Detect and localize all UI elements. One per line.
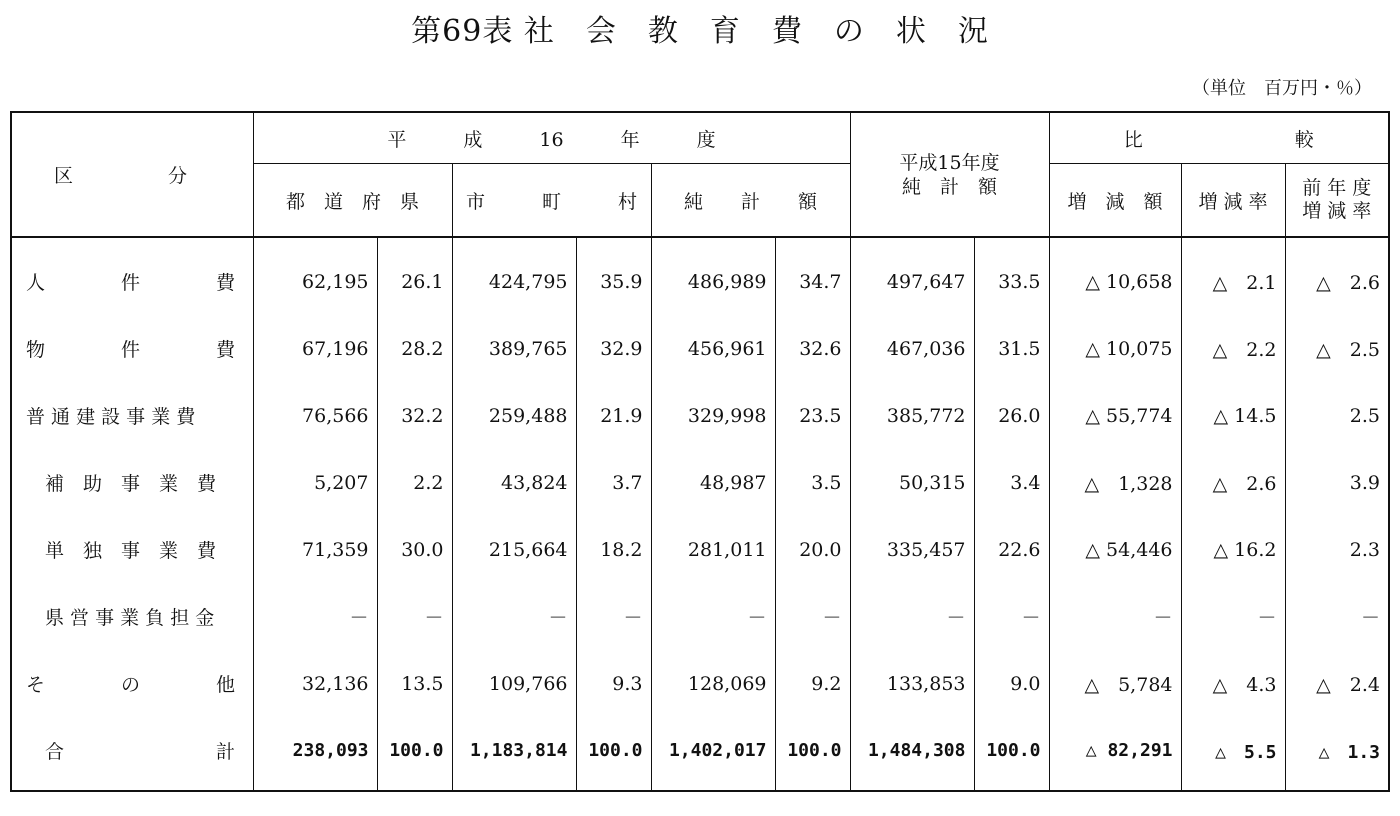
table-header xyxy=(11,112,1389,237)
cell-pref-pct: 32.2 xyxy=(377,382,452,449)
cell-muni-amount: 43,824 xyxy=(452,449,576,516)
table-row xyxy=(11,717,1389,791)
cell-pref-amount: 71,359 xyxy=(253,516,377,583)
header-zogen-gaku: 増 減 額 xyxy=(1049,164,1181,238)
cell-diff-rate: △ 5.5 xyxy=(1181,717,1285,791)
cell-muni-pct: 32.9 xyxy=(576,315,651,382)
cell-h15-pct: 26.0 xyxy=(974,382,1049,449)
cell-h15-pct: 31.5 xyxy=(974,315,1049,382)
table-row xyxy=(11,382,1389,449)
cell-h15-amount: － xyxy=(850,583,974,650)
cell-diff-amount: △ 1,328 xyxy=(1049,449,1181,516)
cell-diff-amount: － xyxy=(1049,583,1181,650)
cell-diff-amount: △ 5,784 xyxy=(1049,650,1181,717)
cell-net-pct: 32.6 xyxy=(775,315,850,382)
cell-net-amount: － xyxy=(651,583,775,650)
cell-muni-amount: 215,664 xyxy=(452,516,576,583)
cell-muni-pct: 35.9 xyxy=(576,237,651,315)
cell-net-pct: － xyxy=(775,583,850,650)
cell-net-amount: 486,989 xyxy=(651,237,775,315)
row-label: 合 計 xyxy=(26,741,236,763)
cell-h15-amount: 335,457 xyxy=(850,516,974,583)
cell-h15-amount: 385,772 xyxy=(850,382,974,449)
cell-prev-rate: △ 1.3 xyxy=(1285,717,1389,791)
cell-muni-amount: 259,488 xyxy=(452,382,576,449)
cell-pref-amount: 32,136 xyxy=(253,650,377,717)
page-title: 第69表 社 会 教 育 費 の 状 況 xyxy=(411,14,989,49)
cell-prev-rate: △ 2.5 xyxy=(1285,315,1389,382)
cell-net-amount: 1,402,017 xyxy=(651,717,775,791)
table-row xyxy=(11,315,1389,382)
cell-diff-rate: △ 4.3 xyxy=(1181,650,1285,717)
header-h15: 平成15年度 純 計 額 xyxy=(850,112,1049,237)
cell-pref-pct: 26.1 xyxy=(377,237,452,315)
cell-net-amount: 281,011 xyxy=(651,516,775,583)
cell-h15-pct: 9.0 xyxy=(974,650,1049,717)
cell-pref-pct: 2.2 xyxy=(377,449,452,516)
cell-muni-pct: 21.9 xyxy=(576,382,651,449)
row-label: 補 助 事 業 費 xyxy=(26,473,217,495)
cell-net-pct: 3.5 xyxy=(775,449,850,516)
row-label: そ の 他 xyxy=(26,674,236,696)
cell-h15-amount: 133,853 xyxy=(850,650,974,717)
cell-pref-amount: 5,207 xyxy=(253,449,377,516)
cell-diff-amount: △ 55,774 xyxy=(1049,382,1181,449)
cell-net-amount: 48,987 xyxy=(651,449,775,516)
cell-prev-rate: 3.9 xyxy=(1285,449,1389,516)
cell-prev-rate: 2.5 xyxy=(1285,382,1389,449)
row-label: 人 件 費 xyxy=(26,272,236,294)
table-body xyxy=(11,237,1389,791)
header-todofuken: 都 道 府 県 xyxy=(253,164,452,238)
header-zogen-ritsu: 増 減 率 xyxy=(1181,164,1285,238)
header-kubun: 区 分 xyxy=(11,112,253,237)
cell-pref-pct: － xyxy=(377,583,452,650)
cell-h15-amount: 50,315 xyxy=(850,449,974,516)
row-label: 単 独 事 業 費 xyxy=(26,540,217,562)
cell-net-pct: 34.7 xyxy=(775,237,850,315)
cell-muni-pct: 100.0 xyxy=(576,717,651,791)
cell-pref-pct: 13.5 xyxy=(377,650,452,717)
cell-prev-rate: △ 2.4 xyxy=(1285,650,1389,717)
table-row xyxy=(11,449,1389,516)
cell-net-amount: 329,998 xyxy=(651,382,775,449)
cell-muni-amount: 424,795 xyxy=(452,237,576,315)
cell-muni-amount: － xyxy=(452,583,576,650)
cell-pref-amount: － xyxy=(253,583,377,650)
cell-muni-amount: 109,766 xyxy=(452,650,576,717)
cell-pref-pct: 30.0 xyxy=(377,516,452,583)
table-row xyxy=(11,237,1389,315)
cell-diff-amount: △ 10,075 xyxy=(1049,315,1181,382)
cell-diff-rate: △ 2.6 xyxy=(1181,449,1285,516)
cell-h15-pct: 100.0 xyxy=(974,717,1049,791)
cell-muni-pct: － xyxy=(576,583,651,650)
cell-muni-pct: 9.3 xyxy=(576,650,651,717)
cell-h15-pct: 33.5 xyxy=(974,237,1049,315)
cell-net-pct: 9.2 xyxy=(775,650,850,717)
cell-pref-amount: 62,195 xyxy=(253,237,377,315)
cell-pref-pct: 100.0 xyxy=(377,717,452,791)
cell-pref-amount: 76,566 xyxy=(253,382,377,449)
header-h16: 平 成 16 年 度 xyxy=(253,112,850,164)
cell-pref-pct: 28.2 xyxy=(377,315,452,382)
row-label: 物 件 費 xyxy=(26,339,236,361)
cell-net-pct: 100.0 xyxy=(775,717,850,791)
expense-table xyxy=(10,111,1390,792)
cell-prev-rate: － xyxy=(1285,583,1389,650)
cell-prev-rate: 2.3 xyxy=(1285,516,1389,583)
table-row xyxy=(11,583,1389,650)
cell-muni-amount: 1,183,814 xyxy=(452,717,576,791)
row-label: 県 営 事 業 負 担 金 xyxy=(26,607,215,629)
cell-h15-pct: 3.4 xyxy=(974,449,1049,516)
cell-prev-rate: △ 2.6 xyxy=(1285,237,1389,315)
cell-diff-amount: △ 82,291 xyxy=(1049,717,1181,791)
cell-diff-rate: △ 2.1 xyxy=(1181,237,1285,315)
cell-h15-amount: 1,484,308 xyxy=(850,717,974,791)
cell-pref-amount: 238,093 xyxy=(253,717,377,791)
cell-h15-amount: 497,647 xyxy=(850,237,974,315)
header-shichoson: 市 町 村 xyxy=(452,164,651,238)
table-row xyxy=(11,650,1389,717)
unit-note: （単位 百万円・％） xyxy=(1192,78,1372,99)
header-hikaku: 比 較 xyxy=(1049,112,1389,164)
cell-diff-amount: △ 54,446 xyxy=(1049,516,1181,583)
table-row xyxy=(11,516,1389,583)
cell-diff-rate: △ 14.5 xyxy=(1181,382,1285,449)
cell-diff-rate: － xyxy=(1181,583,1285,650)
cell-net-amount: 456,961 xyxy=(651,315,775,382)
cell-muni-pct: 18.2 xyxy=(576,516,651,583)
cell-pref-amount: 67,196 xyxy=(253,315,377,382)
cell-net-pct: 23.5 xyxy=(775,382,850,449)
cell-net-pct: 20.0 xyxy=(775,516,850,583)
cell-muni-pct: 3.7 xyxy=(576,449,651,516)
cell-h15-amount: 467,036 xyxy=(850,315,974,382)
cell-diff-rate: △ 16.2 xyxy=(1181,516,1285,583)
cell-diff-amount: △ 10,658 xyxy=(1049,237,1181,315)
cell-h15-pct: 22.6 xyxy=(974,516,1049,583)
cell-muni-amount: 389,765 xyxy=(452,315,576,382)
cell-h15-pct: － xyxy=(974,583,1049,650)
header-zennen: 前 年 度 増 減 率 xyxy=(1285,164,1389,238)
header-junkei: 純 計 額 xyxy=(651,164,850,238)
cell-diff-rate: △ 2.2 xyxy=(1181,315,1285,382)
cell-net-amount: 128,069 xyxy=(651,650,775,717)
row-label: 普 通 建 設 事 業 費 xyxy=(26,406,196,428)
